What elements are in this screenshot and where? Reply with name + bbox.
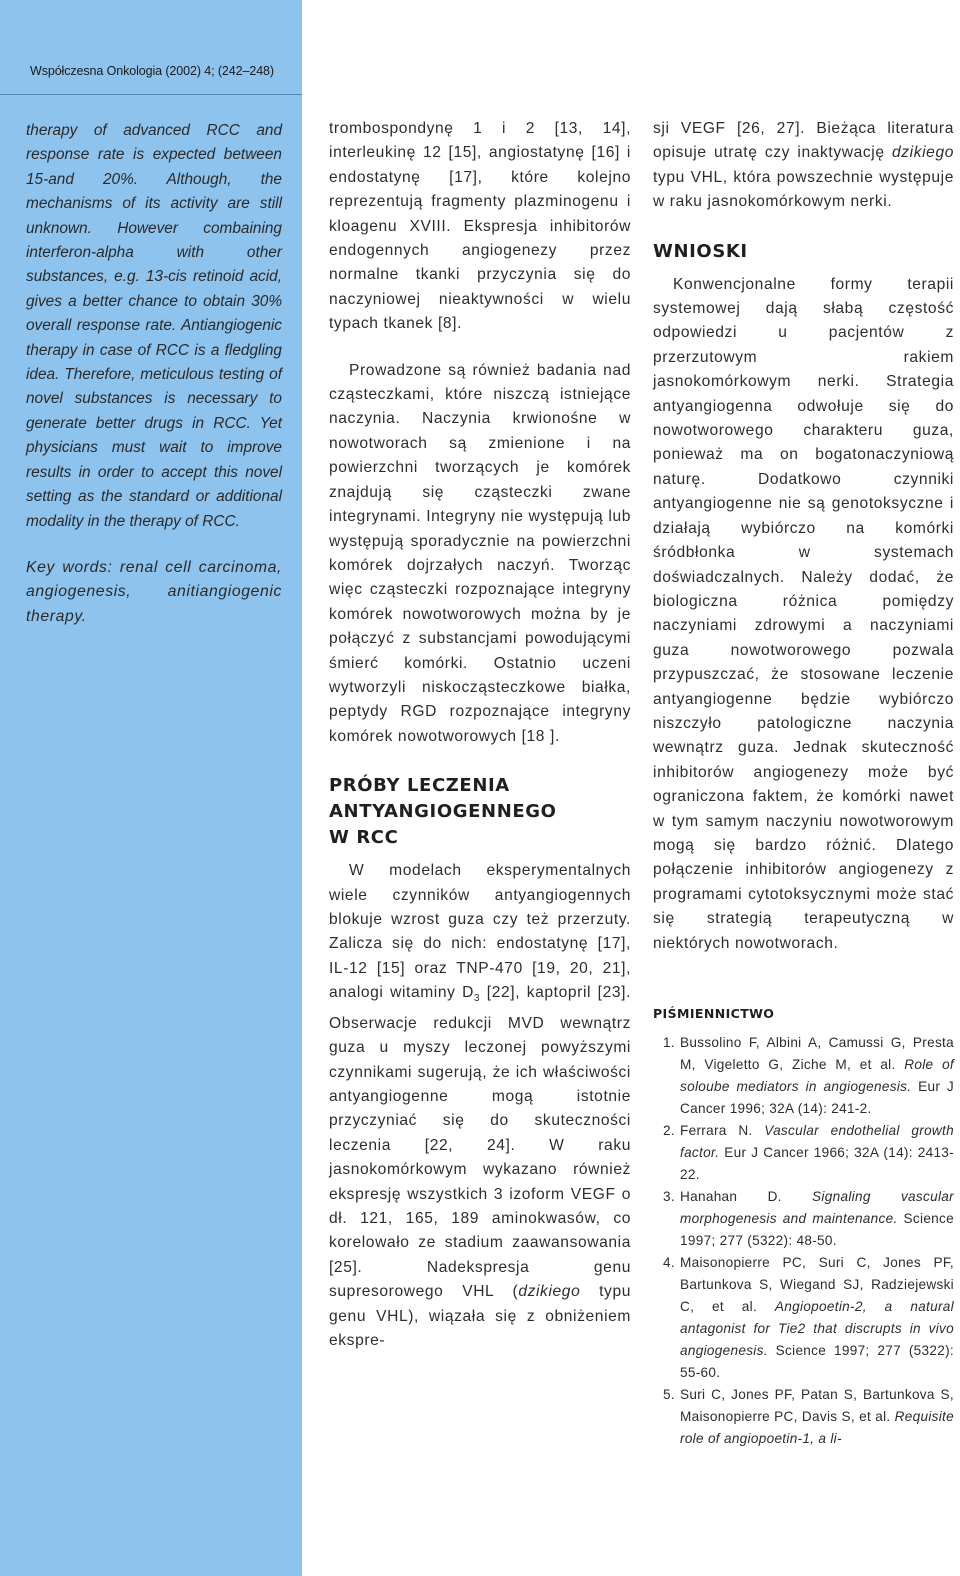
keywords: Key words: renal cell carcinoma, angiogenesis, anitiangiogenic therapy.: [26, 558, 282, 625]
body-column-2: [329, 117, 631, 1353]
reference-item: 3. Hanahan D. Signaling vascular morphogenesis and maintenance. Science 1997; 277 (5322): 48-50.: [663, 1189, 955, 1249]
heading-line: ANTYANGIOGENNEGO: [329, 801, 557, 823]
paragraph: sji VEGF [26, 27]. Bieżąca literatura opisuje utratę czy inaktywację dzikiego typu VHL, która powszechnie występuje w raku jasnokomórkowym nerki.: [653, 120, 954, 211]
heading-line: W RCC: [329, 827, 399, 849]
paragraph: Konwencjonalne formy terapii systemowej dają słabą częstość odpowiedzi u pacjentów z przerzutowym rakiem jasnokomórkowym nerki. Strategia antyangiogenna odwołuje się do nowotworowego charakteru guza, ponieważ ma on bogatonaczyniową naturę. Dodatkowo czynniki antyangiogenne nie są genotoksyczne i działają wybiórczo na komórki śródbłonka w systemach doświadczalnych. Należy dodać, że biologiczna różnica pomiędzy naczyniami zdrowymi a naczyniami guza nowotworowego pozwala przypuszczać, że stosowane leczenie antyangiogenne będzie wybiórczo niszczyło patologiczne naczynia wewnątrz guza. Jednak skuteczność inhibitorów angiogenezy może być ograniczona faktem, że komórki nawet w tym samym naczyniu nowotworowym mogą się bardzo różnić. Dlatego połączenie inhibitorów angiogenezy z programami cytotoksycznymi może stać się strategią terapeutyczną w niektórych nowotworach.: [653, 275, 954, 952]
section-heading-trials: [329, 773, 631, 851]
references-heading: PIŚMIENNICTWO: [653, 1006, 775, 1021]
paragraph: W modelach eksperymentalnych wiele czynników antyangiogennych blokuje wzrost guza czy też przerzuty. Zalicza się do nich: endostatynę [17], IL-12 [15] oraz TNP-470 [19, 20, 21], analogi witaminy $D_3$ [22], kaptopril [23]. Obserwacje redukcji MVD wewnątrz guza u myszy leczonej powyższymi czynnikami sugerują, że ich właściwości antyangiogenne mogą istotnie przyczyniać się do skuteczności leczenia [22, 24]. W raku jasnokomórkowym wykazano również ekspresję wszystkich 3 izoform VEGF o dł. 121, 165, 189 aminokwasów, co korelowało ze stadium zaawansowania [25]. Nadekspresja genu supresorowego VHL (dzikiego typu genu VHL), wiązała się z obniżeniem ekspre-: [329, 862, 632, 1349]
reference-item: 2. Ferrara N. Vascular endothelial growth factor. Eur J Cancer 1966; 32A (14): 2413-22.: [663, 1123, 954, 1183]
subscript: 3: [474, 993, 481, 1005]
journal-header: Współczesna Onkologia (2002) 4; (242–248): [30, 64, 274, 78]
abstract-block: [26, 119, 282, 629]
reference-item: 1. Bussolino F, Albini A, Camussi G, Presta M, Vigeletto G, Ziche M, et al. Role of soloube mediators in angiogenesis. Eur J Cancer 1996; 32A (14): 241-2.: [663, 1035, 955, 1117]
references-list: [653, 1032, 954, 1450]
section-heading-conclusions: WNIOSKI: [653, 240, 748, 262]
abstract-text: therapy of advanced RCC and response rate is expected between 15-and 20%. Although, the mechanisms of its activity are still unknown. However combaining interferon-alpha with other substances, e.g. 13-cis retinoid acid, gives a better chance to obtain 30% overall response rate. Antiangiogenic therapy in case of RCC is a fledgling idea. Therefore, meticulous testing of novel substances is necessary to generate better drugs in RCC. Yet physicians must wait to improve results in order to accept this novel setting as the standard or additional modality in the therapy of RCC.: [26, 122, 282, 530]
paragraph: trombospondynę 1 i 2 [13, 14], interleukinę 12 [15], angiostatynę [16] i endostatynę [17], które kolejno reprezentują fragmenty plazminogenu i kloagenu XVIII. Ekspresja inhibitorów endogennych angiogenezy przez normalne tkanki przyczynia się do naczyniowej nieaktywności w wielu typach tkanek [8].: [329, 120, 631, 333]
header-divider: [0, 94, 302, 95]
reference-item: 4. Maisonopierre PC, Suri C, Jones PF, Bartunkova S, Wiegand SJ, Radziejewski C, et al. Angiopoetin-2, a natural antagonist for Tie2 that discrupts in vivo angiogenesis. Science 1997; 277 (5322): 55-60.: [663, 1255, 954, 1381]
body-column-3: [653, 117, 954, 1450]
heading-line: PRÓBY LECZENIA: [329, 775, 510, 797]
reference-item: 5. Suri C, Jones PF, Patan S, Bartunkova S, Maisonopierre PC, Davis S, et al. Requisite role of angiopoetin-1, a li-: [663, 1387, 954, 1447]
paragraph: Prowadzone są również badania nad cząsteczkami, które niszczą istniejące naczynia. Naczynia krwionośne w nowotworach są zmienione i na powierzchni tworzących je komórek znajdują się cząsteczki zwane integrynami. Integryny nie występują lub występują sporadycznie na powierzchni komórek dojrzałych naczyń. Tworząc więc cząsteczki rozpoznające integryny komórek nowotworowych można by je połączyć z substancjami powodującymi śmierć komórki. Ostatnio uczeni wytworzyli niskocząsteczkowe białka, peptydy RGD rozpoznające integryny komórek nowotworowych [18 ].: [329, 361, 631, 745]
